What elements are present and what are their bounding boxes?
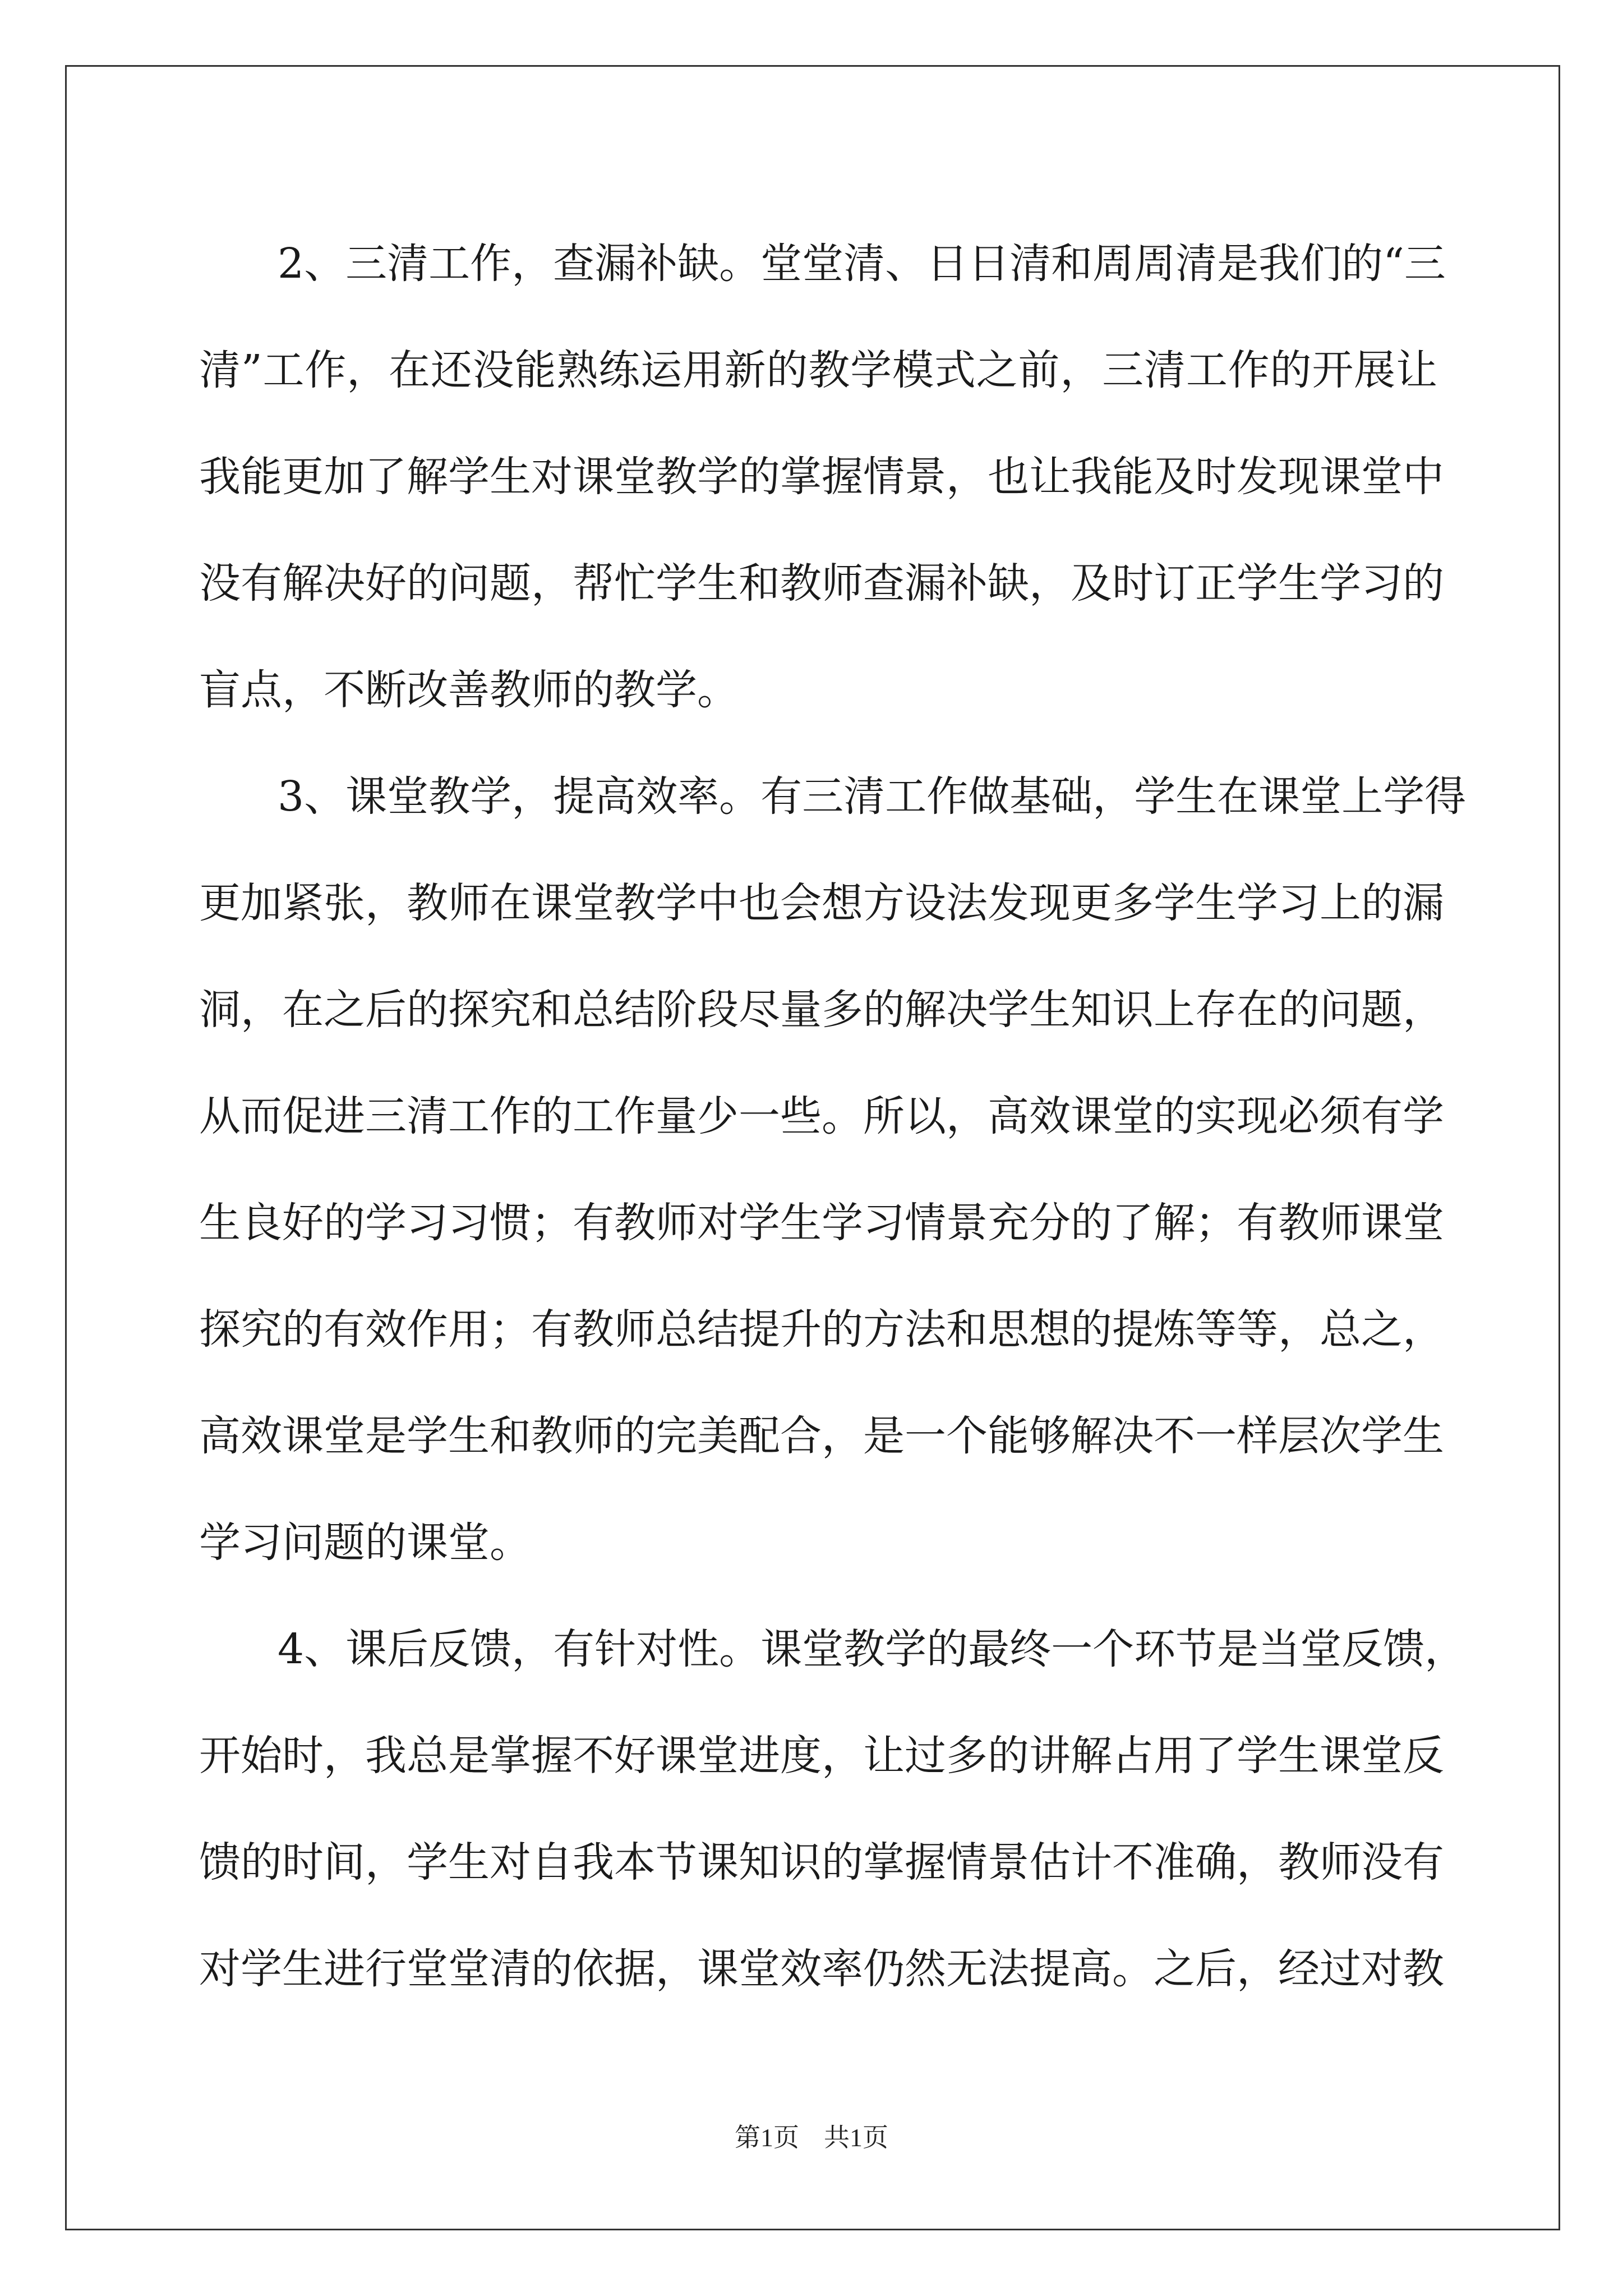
paragraph-line: 4、课后反馈，有针对性。课堂教学的最终一个环节是当堂反馈，: [278, 1625, 1467, 1673]
paragraph-line: 学习问题的课堂。: [199, 1519, 531, 1567]
paragraph-line: 生良好的学习习惯；有教师对学生学习情景充分的了解；有教师课堂: [199, 1199, 1444, 1247]
paragraph: [199, 743, 1467, 1596]
paragraph-line: 对学生进行堂堂清的依据，课堂效率仍然无法提高。之后，经过对教: [199, 1945, 1444, 1993]
paragraph-line: 高效课堂是学生和教师的完美配合，是一个能够解决不一样层次学生: [199, 1412, 1444, 1460]
paragraph-line: 清”工作，在还没能熟练运用新的教学模式之前，三清工作的开展让: [199, 346, 1437, 394]
page-number: 第1页: [735, 2123, 799, 2152]
paragraph-line: 馈的时间，学生对自我本节课知识的掌握情景估计不准确，教师没有: [199, 1838, 1444, 1887]
paragraph-line: 从而促进三清工作的工作量少一些。所以，高效课堂的实现必须有学: [199, 1092, 1444, 1140]
paragraph-line: 3、课堂教学，提高效率。有三清工作做基础，学生在课堂上学得: [278, 772, 1467, 821]
paragraph-line: 开始时，我总是掌握不好课堂进度，让过多的讲解占用了学生课堂反: [199, 1732, 1444, 1780]
paragraph: [199, 210, 1446, 743]
paragraph-line: 盲点，不断改善教师的教学。: [199, 666, 739, 714]
paragraph-line: 没有解决好的问题，帮忙学生和教师查漏补缺，及时订正学生学习的: [199, 559, 1444, 608]
paragraph: [199, 1596, 1467, 2022]
page-total: 共1页: [824, 2123, 888, 2152]
page-footer: [0, 2122, 1623, 2154]
paragraph-line: 我能更加了解学生对课堂教学的掌握情景，也让我能及时发现课堂中: [199, 453, 1444, 501]
paragraph-line: 洞，在之后的探究和总结阶段尽量多的解决学生知识上存在的问题，: [199, 986, 1444, 1034]
paragraph-line: 探究的有效作用；有教师总结提升的方法和思想的提炼等等，总之，: [199, 1305, 1444, 1354]
paragraph-line: 更加紧张，教师在课堂教学中也会想方设法发现更多学生学习上的漏: [199, 879, 1444, 927]
paragraph-line: 2、三清工作，查漏补缺。堂堂清、日日清和周周清是我们的“三: [278, 240, 1446, 288]
document-body: [199, 210, 1467, 2022]
